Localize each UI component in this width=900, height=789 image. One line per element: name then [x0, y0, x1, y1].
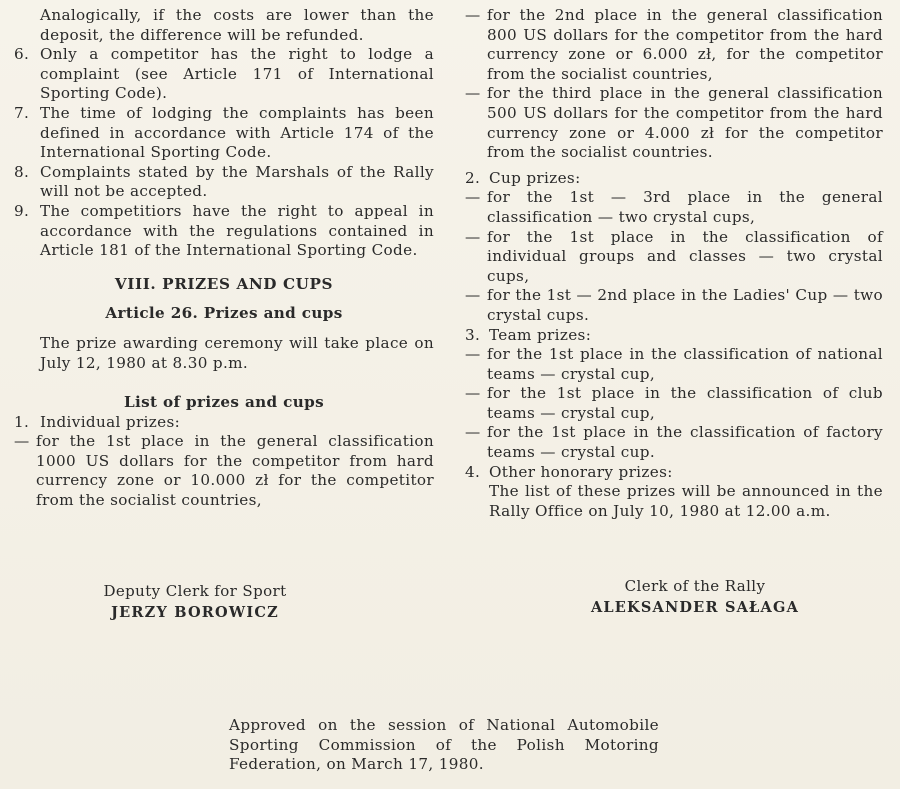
prize-line — [465, 345, 883, 384]
prize-text: for the 1st place in the classification of individual groups and classes — two crystal cups, — [487, 227, 883, 285]
section-heading: VIII. PRIZES AND CUPS — [114, 274, 334, 293]
prize-line — [465, 286, 883, 325]
dash-mark: — — [465, 345, 481, 364]
list-label: Cup prizes: — [489, 168, 581, 187]
dash-mark: — — [465, 227, 481, 246]
rule-number: 8. — [14, 162, 30, 181]
list-title: List of prizes and cups — [123, 393, 325, 412]
prize-line — [465, 6, 883, 84]
prize-text: for the 1st place in the classification of national teams — crystal cup, — [487, 345, 883, 383]
list-label: Team prizes: — [489, 325, 592, 344]
list-label: Individual prizes: — [40, 412, 181, 431]
article-heading: Article 26. Prizes and cups — [105, 304, 343, 323]
prize-line — [465, 188, 883, 227]
rule-item-6 — [14, 45, 434, 104]
dash-mark: — — [465, 423, 481, 442]
approval-note: Approved on the session of National Automobile Sporting Commission of the Polish Motoring Federation, on March 17, 1980. — [229, 716, 659, 774]
prize-text: for the third place in the general classification 500 US dollars for the competitor from the hard currency zone or 4.000 zł for the competitor from the socialist countries. — [487, 84, 883, 162]
right-column — [465, 6, 883, 521]
prize-line — [465, 84, 883, 162]
other-prizes-text: The list of these prizes will be announced in the Rally Office on July 10, 1980 at 12.00 a.m. — [489, 482, 883, 520]
rule-text: The time of lodging the complaints has been defined in accordance with Article 174 of the International Sporting Code. — [40, 103, 434, 162]
list-number: 1. — [14, 412, 30, 431]
signature-title: Deputy Clerk for Sport — [103, 582, 287, 600]
other-prizes-label — [465, 463, 883, 483]
signature-clerk — [580, 575, 810, 619]
ceremony-paragraph: The prize awarding ceremony will take place on July 12, 1980 at 8.30 p.m. — [40, 333, 434, 372]
prize-line — [465, 228, 883, 287]
rule-text: Only a competitor has the right to lodge a complaint (see Article 171 of International Sporting Code). — [40, 45, 434, 103]
individual-prizes-label — [14, 413, 434, 433]
signature-name: ALEKSANDER SAŁAGA — [590, 599, 800, 616]
refund-paragraph: Analogically, if the costs are lower than the deposit, the difference will be refunded. — [40, 6, 434, 44]
signature-title: Clerk of the Rally — [624, 577, 766, 595]
prize-line — [465, 384, 883, 423]
signature-name: JERZY BOROWICZ — [111, 604, 279, 621]
signature-deputy-clerk — [90, 580, 300, 624]
prize-text: for the 1st place in the general classification 1000 US dollars for the competitor from hard currency zone or 10.000 zł for the competitor from the socialist countries, — [36, 432, 434, 510]
dash-mark: — — [465, 84, 481, 103]
prize-text: for the 1st — 3rd place in the general classification — two crystal cups, — [487, 188, 883, 226]
list-number: 2. — [465, 168, 481, 187]
rule-number: 7. — [14, 103, 30, 122]
rule-number: 9. — [14, 201, 30, 220]
rule-item-9 — [14, 202, 434, 261]
team-prizes-label — [465, 326, 883, 346]
prize-line — [465, 423, 883, 462]
dash-mark: — — [14, 432, 30, 451]
list-number: 4. — [465, 462, 481, 481]
rule-text: The competitiors have the right to appeal in accordance with the regulations contained in Article 181 of the International Sporting Code. — [40, 201, 434, 260]
rule-item-8 — [14, 163, 434, 202]
dash-mark: — — [465, 286, 481, 305]
prize-text: for the 1st place in the classification of club teams — crystal cup, — [487, 384, 883, 422]
list-label: Other honorary prizes: — [489, 462, 673, 481]
list-number: 3. — [465, 325, 481, 344]
prize-text: for the 1st place in the classification of factory teams — crystal cup. — [487, 423, 883, 462]
rule-item-7 — [14, 104, 434, 163]
dash-mark: — — [465, 188, 481, 207]
cup-prizes-label — [465, 169, 883, 189]
prize-text: for the 1st — 2nd place in the Ladies' Cup — two crystal cups. — [487, 286, 883, 324]
prize-line — [14, 432, 434, 510]
dash-mark: — — [465, 6, 481, 24]
left-column — [14, 6, 434, 511]
rule-text: Complaints stated by the Marshals of the Rally will not be accepted. — [40, 162, 434, 201]
rule-number: 6. — [14, 45, 30, 64]
dash-mark: — — [465, 384, 481, 403]
prize-text: for the 2nd place in the general classification 800 US dollars for the competitor from the hard currency zone or 6.000 zł, for the competitor from the socialist countries, — [487, 6, 883, 83]
